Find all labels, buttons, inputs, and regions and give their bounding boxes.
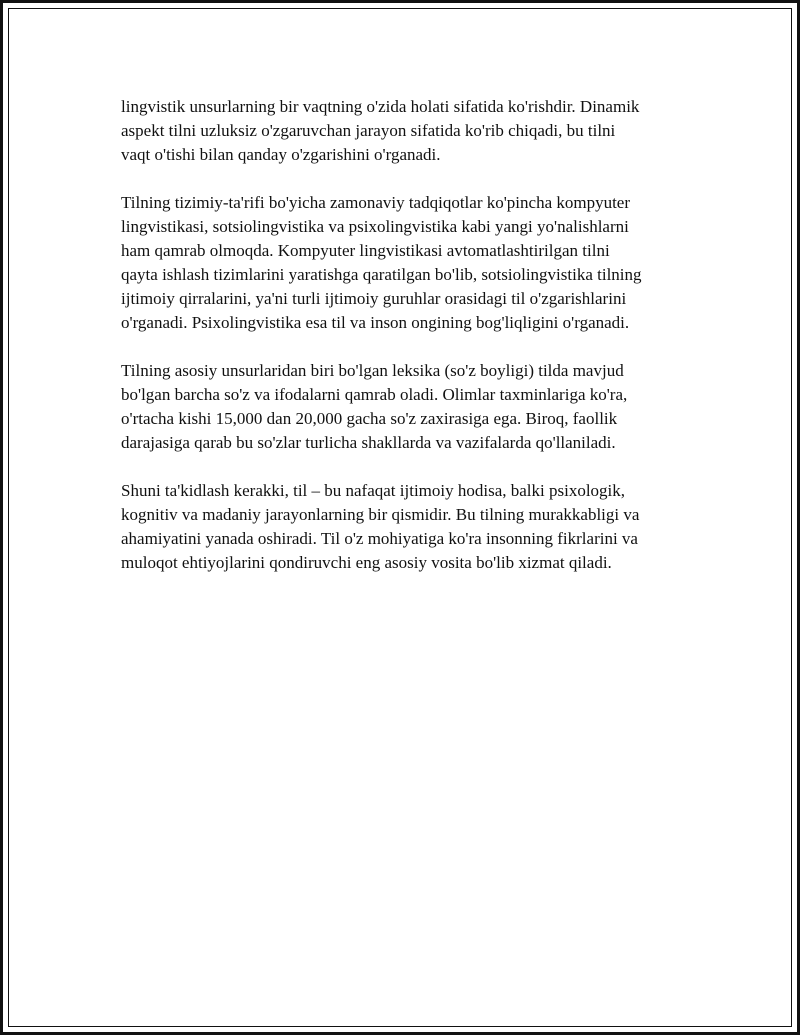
paragraph-line: Tilning tizimiy-ta'rifi bo'yicha zamonaviy tadqiqotlar ko'pincha kompyuter	[121, 193, 631, 212]
paragraph-line: ham qamrab olmoqda. Kompyuter lingvistikasi avtomatlashtirilgan tilni	[121, 241, 610, 260]
paragraph-line: aspekt tilni uzluksiz o'zgaruvchan jarayon sifatida ko'rib chiqadi, bu tilni	[121, 121, 616, 140]
paragraph-line: kognitiv va madaniy jarayonlarning bir qismidir. Bu tilning murakkabligi va	[121, 505, 640, 524]
paragraph-line: vaqt o'tishi bilan qanday o'zgarishini o'rganadi.	[121, 145, 441, 164]
paragraph-line: Tilning asosiy unsurlaridan biri bo'lgan leksika (so'z boyligi) tilda mavjud	[121, 361, 624, 380]
document-body	[121, 95, 701, 599]
paragraph-line: ijtimoiy qirralarini, ya'ni turli ijtimoiy guruhlar orasidagi til o'zgarishlarini	[121, 289, 627, 308]
paragraph-line: bo'lgan barcha so'z va ifodalarni qamrab oladi. Olimlar taxminlariga ko'ra,	[121, 385, 628, 404]
paragraph-line: Shuni ta'kidlash kerakki, til – bu nafaqat ijtimoiy hodisa, balki psixologik,	[121, 481, 626, 500]
paragraph-line: o'rganadi. Psixolingvistika esa til va inson ongining bog'liqligini o'rganadi.	[121, 313, 630, 332]
paragraph-line: ahamiyatini yanada oshiradi. Til o'z mohiyatiga ko'ra insonning fikrlarini va	[121, 529, 638, 548]
paragraph-line: darajasiga qarab bu so'zlar turlicha shakllarda va vazifalarda qo'llaniladi.	[121, 433, 616, 452]
paragraph-line: lingvistik unsurlarning bir vaqtning o'zida holati sifatida ko'rishdir. Dinamik	[121, 97, 640, 116]
paragraph-2	[121, 191, 701, 335]
paragraph-line: qayta ishlash tizimlarini yaratishga qaratilgan bo'lib, sotsiolingvistika tilning	[121, 265, 642, 284]
paragraph-1	[121, 95, 701, 167]
paragraph-line: muloqot ehtiyojlarini qondiruvchi eng asosiy vosita bo'lib xizmat qiladi.	[121, 553, 612, 572]
paragraph-line: lingvistikasi, sotsiolingvistika va psixolingvistika kabi yangi yo'nalishlarni	[121, 217, 629, 236]
paragraph-line: o'rtacha kishi 15,000 dan 20,000 gacha so'z zaxirasiga ega. Biroq, faollik	[121, 409, 618, 428]
paragraph-4	[121, 479, 701, 575]
paragraph-3	[121, 359, 701, 455]
